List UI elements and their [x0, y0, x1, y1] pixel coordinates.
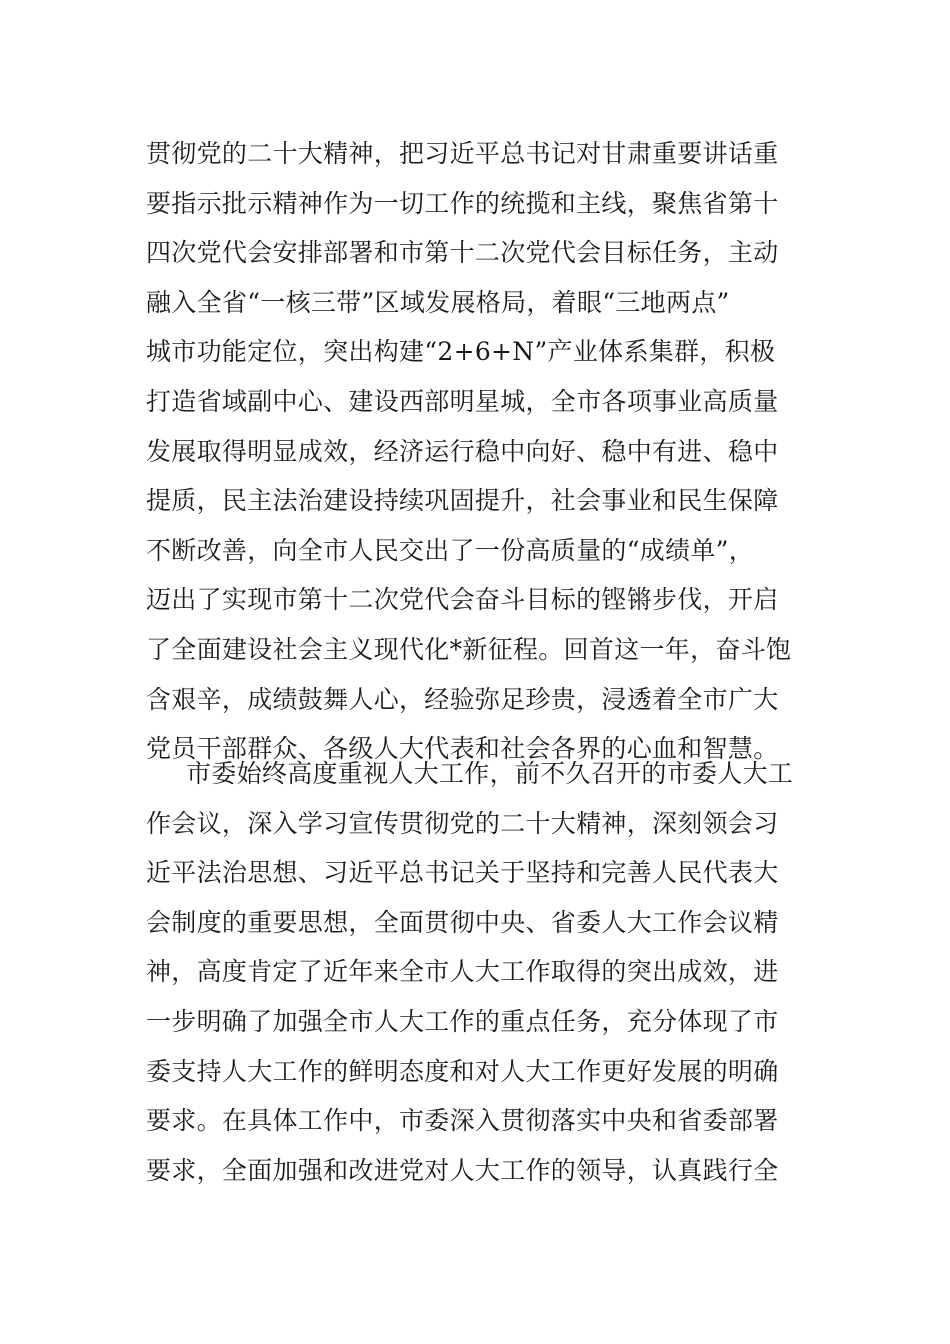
- paragraph-line: 要指示批示精神作为一切工作的统揽和主线，聚焦省第十: [146, 188, 779, 218]
- paragraph-line: 一步明确了加强全市人大工作的重点任务，充分体现了市: [146, 1006, 779, 1036]
- paragraph-line: 近平法治思想、习近平总书记关于坚持和完善人民代表大: [146, 858, 779, 888]
- paragraph-first-line: 市委始终高度重视人大工作，前不久召开的市委人大工: [186, 759, 794, 788]
- paragraph-line: 了全面建设社会主义现代化*新征程。回首这一年，奋斗饱: [146, 634, 792, 664]
- paragraph-line: 贯彻党的二十大精神，把习近平总书记对甘肃重要讲话重: [146, 139, 779, 168]
- paragraph-line: 提质，民主法治建设持续巩固提升，社会事业和民生保障: [146, 486, 779, 516]
- paragraph-line: 四次党代会安排部署和市第十二次党代会目标任务，主动: [146, 238, 779, 268]
- paragraph-line: 会制度的重要思想，全面贯彻中央、省委人大工作会议精: [146, 907, 779, 937]
- paragraph-line: 迈出了实现市第十二次党代会奋斗目标的铿锵步伐，开启: [146, 585, 779, 615]
- paragraph-line: 神，高度肯定了近年来全市人大工作取得的突出成效，进: [146, 957, 779, 987]
- paragraph-line: 发展取得明显成效，经济运行稳中向好、稳中有进、稳中: [146, 436, 779, 466]
- paragraph-line: 城市功能定位，突出构建“2+6+N”产业体系集群，积极: [146, 337, 776, 367]
- paragraph-2: [146, 749, 816, 1195]
- paragraph-line: 委支持人大工作的鲜明态度和对人大工作更好发展的明确: [146, 1056, 779, 1086]
- paragraph-line: 要求。在具体工作中，市委深入贯彻落实中央和省委部署: [146, 1106, 779, 1136]
- paragraph-line: 含艰辛，成绩鼓舞人心，经验弥足珍贵，浸透着全市广大: [146, 684, 779, 714]
- paragraph-line: 作会议，深入学习宣传贯彻党的二十大精神，深刻领会习: [146, 808, 779, 838]
- paragraph-line: 打造省域副中心、建设西部明星城，全市各项事业高质量: [146, 386, 779, 416]
- paragraph-line: 不断改善，向全市人民交出了一份高质量的“成绩单”，: [146, 535, 755, 565]
- paragraph-1: [146, 129, 816, 774]
- paragraph-line: 要求，全面加强和改进党对人大工作的领导，认真践行全: [146, 1155, 779, 1185]
- paragraph-line: 融入全省“一核三带”区域发展格局，着眼“三地两点”: [146, 287, 730, 317]
- paragraph-line: 党员干部群众、各级人大代表和社会各界的心血和智慧。: [146, 734, 779, 764]
